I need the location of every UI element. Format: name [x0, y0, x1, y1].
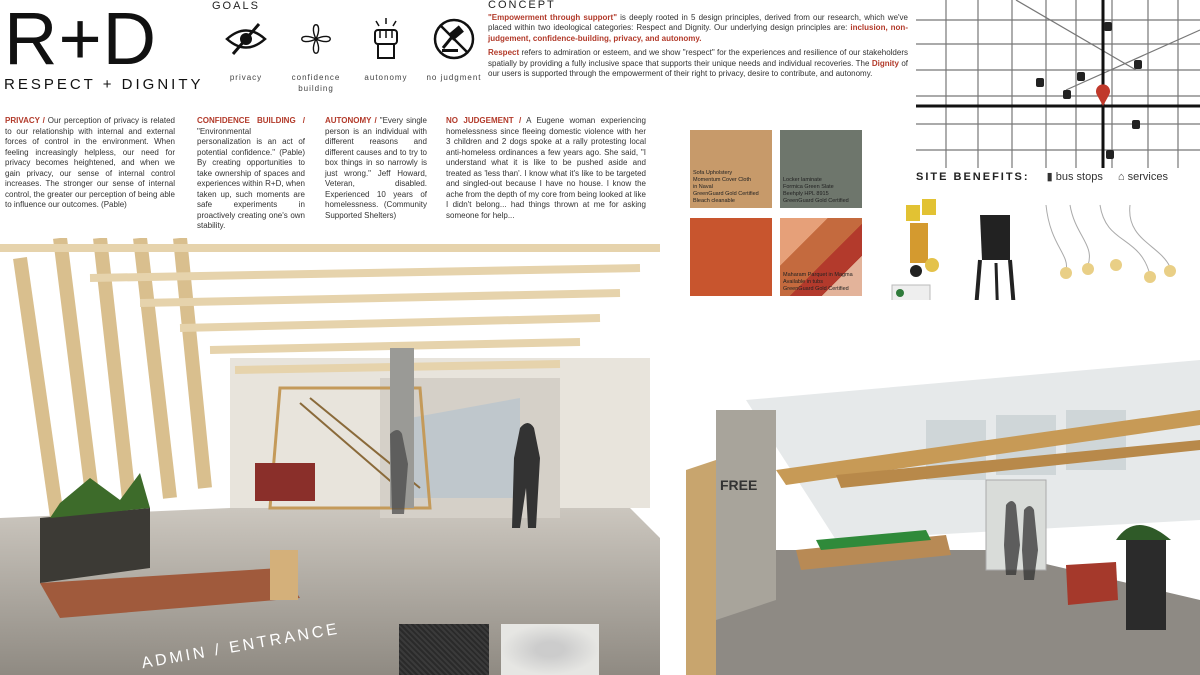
services-label: services: [1127, 171, 1168, 183]
goals-heading: GOALS: [212, 0, 260, 12]
logo: [4, 0, 204, 93]
goal-label: privacy: [229, 73, 263, 82]
column-text: Our perception of privacy is related to our relationship with internal and external forces of control in the environment. When feeling increasingly helpless, our need for privacy becomes heightened, and when we gain privacy, our sense of internal control increases. The stronger our sense of internal control, the greater our perception of being able to influence our outcomes. (Pable): [5, 116, 175, 209]
fabric-swatch-dark: [399, 624, 489, 675]
column-heading: CONFIDENCE BUILDING /: [197, 116, 305, 125]
swatch-orange-fabric: [690, 218, 772, 296]
confidence-column: [197, 116, 305, 232]
autonomy-column: [325, 116, 427, 221]
privacy-column: [5, 116, 175, 211]
column-text: "Every single person is an individual with different reasons and different causes and to try to box things in so narrowly is just wrong." Jeff Howard, Veteran, disabled. Experienced 10 years of homelessness. (Community Supported Shelters): [325, 116, 427, 220]
flower-icon: [293, 16, 339, 62]
column-heading: PRIVACY /: [5, 116, 45, 125]
no-gavel-icon: [431, 16, 477, 62]
rendering-label: ADMIN / ENTRANCE: [140, 620, 342, 673]
column-heading: NO JUDGEMENT /: [446, 116, 522, 125]
free-sign: FREE: [720, 477, 758, 493]
concept-text: is deeply rooted in 5 design principles, derived from our research, which we've placed within two ideological categories: Respect and Dignity. Our underlying design principles are:: [488, 12, 909, 32]
swatch-caption: Locker laminate Formica Green Slate Beehply HPL 8915 GreenGuard Gold Certified: [783, 177, 849, 204]
concept-lead: "Empowerment through support": [488, 12, 617, 22]
bus-icon: ▮: [1046, 171, 1053, 183]
goal-privacy: [212, 16, 280, 83]
site-map: [916, 0, 1200, 168]
dignity-term: Dignity: [871, 58, 899, 68]
raised-fist-icon: [363, 16, 409, 62]
goal-label: autonomy: [364, 73, 408, 82]
goal-no-judgment: [420, 16, 488, 83]
goal-confidence: [282, 16, 350, 94]
fabric-swatch-light: [501, 624, 599, 675]
lounge-rendering: [686, 300, 1200, 675]
swatch-caption: Sofa Upholstery Momentum Cover Cloth in Naval GreenGuard Gold Certified Bleach cleanable: [693, 170, 759, 204]
concept-principles: inclusion, non-judgement, confidence-building, privacy, and autonomy.: [488, 23, 908, 43]
column-heading: AUTONOMY /: [325, 116, 377, 125]
concept-heading: CONCEPT: [488, 0, 556, 11]
eye-slash-icon: [223, 16, 269, 62]
concept-section: [488, 0, 908, 84]
site-benefits-heading: SITE BENEFITS:: [916, 171, 1030, 183]
logo-title: R+D: [4, 0, 158, 80]
swatch-sofa-upholstery: [690, 130, 772, 208]
goals-section: [212, 0, 487, 100]
goal-label: confidence building: [291, 73, 341, 93]
bus-stops-label: bus stops: [1055, 171, 1103, 183]
goal-label: no judgment: [426, 73, 482, 82]
logo-subtitle: RESPECT + DIGNITY: [4, 76, 204, 93]
respect-term: Respect: [488, 48, 520, 57]
swatch-caption: Maharam Parquet in Magma Available in tubs GreenGuard Gold Certified: [783, 272, 853, 292]
services-icon: ⌂: [1117, 171, 1125, 183]
column-text: "Environmental personalization is an act of potential confidence." (Pable) By creating opportunities to take ownership of spaces and experiences within R+D, when taken up, such moments are safe experiments in proactively creating one's own stability.: [197, 126, 305, 230]
swatch-locker-laminate: [780, 130, 862, 208]
concept-paragraph-2: [488, 48, 908, 80]
swatch-parquet-magma: [780, 218, 862, 296]
concept-text: refers to admiration or esteem, and we show "respect" for the experiences and resilience of our stakeholders spatially by providing a fully inclusive space that supports their unique needs and individual recoveries. The: [488, 48, 908, 68]
concept-paragraph-1: [488, 13, 908, 45]
column-text: A Eugene woman experiencing homelessness since fleeing domestic violence with her 3 children and 2 dogs spoke at a rally protesting local anti-homeless ordinances a few years ago. She said, "I understand what it is like to be pushed aside and treated as 'less than'. I know what it's like to be targeted and singled-out because I have no house. I know the ache from the depth of my core from being looked at like I didn't belong... had things thrown at me for asking someone for help...: [446, 116, 646, 220]
concept-text: of our users is supported through the empowerment of their right to privacy, desire to contribute, and autonomy.: [488, 58, 908, 78]
goal-autonomy: [352, 16, 420, 83]
no-judgement-column: [446, 116, 646, 221]
admin-entrance-rendering: [0, 238, 660, 675]
